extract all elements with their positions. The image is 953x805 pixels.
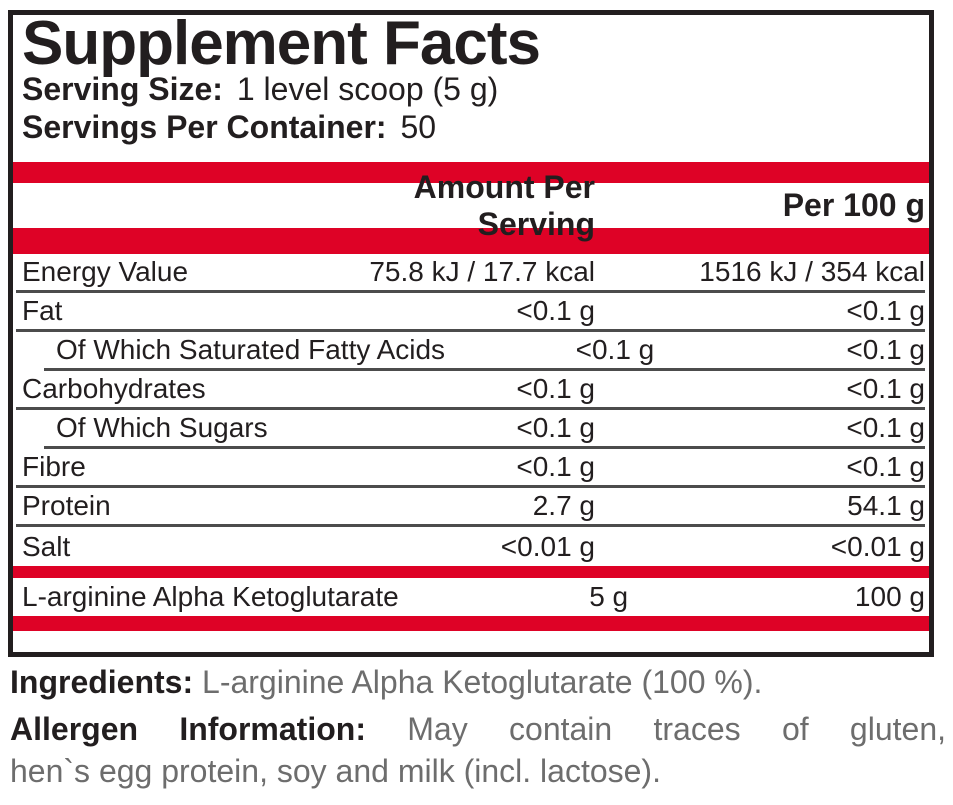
nutrient-amount-per-serving: <0.1 g xyxy=(516,412,595,443)
nutrient-amount-per-serving: <0.1 g xyxy=(575,334,655,365)
servings-per-container-label: Servings Per Container: xyxy=(22,109,387,145)
nutrient-row xyxy=(16,449,925,488)
nutrient-amount-per-serving: 2.7 g xyxy=(532,490,595,521)
nutrient-per-100g: <0.1 g xyxy=(846,451,925,482)
nutrient-name: Salt xyxy=(22,530,71,562)
nutrient-per-100g: <0.1 g xyxy=(846,295,925,326)
nutrient-per-100g: <0.1 g xyxy=(846,412,925,443)
nutrient-row xyxy=(16,293,925,332)
active-ingredient-per100: 100 g xyxy=(854,581,925,612)
nutrient-rows xyxy=(13,254,929,566)
nutrient-name: Fibre xyxy=(22,451,86,482)
nutrient-per-100g: <0.01 g xyxy=(830,530,925,562)
footer-info xyxy=(10,662,946,791)
facts-panel xyxy=(8,10,934,657)
nutrient-per-100g: <0.1 g xyxy=(846,373,925,404)
nutrient-amount-per-serving: <0.01 g xyxy=(500,530,595,562)
nutrient-amount-per-serving: <0.1 g xyxy=(516,373,595,404)
allergen-text-2: hen`s egg protein, soy and milk (incl. lactose). xyxy=(10,753,661,789)
allergen-line-2 xyxy=(10,751,946,791)
nutrient-amount-per-serving: <0.1 g xyxy=(516,295,595,326)
active-ingredient-row xyxy=(16,578,925,616)
serving-size-label: Serving Size: xyxy=(22,71,223,107)
allergen-label: Allergen Information: xyxy=(10,711,366,747)
amount-per-serving-header: Amount Per Serving xyxy=(413,168,595,242)
ingredients-value: L-arginine Alpha Ketoglutarate (100 %). xyxy=(202,664,763,700)
nutrient-row xyxy=(16,371,925,410)
red-divider-active-top xyxy=(13,566,929,578)
per-100g-header: Per 100 g xyxy=(782,187,925,223)
serving-size-value: 1 level scoop (5 g) xyxy=(236,71,499,107)
ingredients-label: Ingredients: xyxy=(10,664,194,700)
nutrient-name: Protein xyxy=(22,490,111,521)
serving-size-line xyxy=(13,70,929,108)
column-header-row xyxy=(16,168,925,242)
nutrient-name: Of Which Saturated Fatty Acids xyxy=(56,334,446,365)
nutrient-per-100g: 1516 kJ / 354 kcal xyxy=(699,256,925,287)
panel-title: Supplement Facts xyxy=(22,9,540,78)
nutrient-row xyxy=(44,410,925,449)
nutrient-name: Energy Value xyxy=(22,256,189,287)
servings-per-container-line xyxy=(13,108,929,146)
allergen-line-1 xyxy=(10,709,946,749)
nutrient-row xyxy=(16,527,925,566)
red-divider-bottom xyxy=(13,616,929,631)
nutrient-amount-per-serving: <0.1 g xyxy=(516,451,595,482)
nutrient-row xyxy=(44,332,925,371)
nutrient-row xyxy=(16,254,925,293)
active-ingredient-amount: 5 g xyxy=(589,581,629,612)
nutrient-name: Carbohydrates xyxy=(22,373,206,404)
nutrient-per-100g: <0.1 g xyxy=(846,334,925,365)
active-ingredient-name: L-arginine Alpha Ketoglutarate xyxy=(22,581,399,612)
nutrient-name: Fat xyxy=(22,295,63,326)
servings-per-container-value: 50 xyxy=(400,109,437,145)
nutrient-amount-per-serving: 75.8 kJ / 17.7 kcal xyxy=(369,256,595,287)
allergen-text-1: May contain traces of gluten, xyxy=(407,711,946,747)
nutrient-row xyxy=(16,488,925,527)
spacer xyxy=(13,146,929,162)
nutrient-per-100g: 54.1 g xyxy=(847,490,925,521)
ingredients-line xyxy=(10,662,946,702)
nutrient-name: Of Which Sugars xyxy=(56,412,268,443)
